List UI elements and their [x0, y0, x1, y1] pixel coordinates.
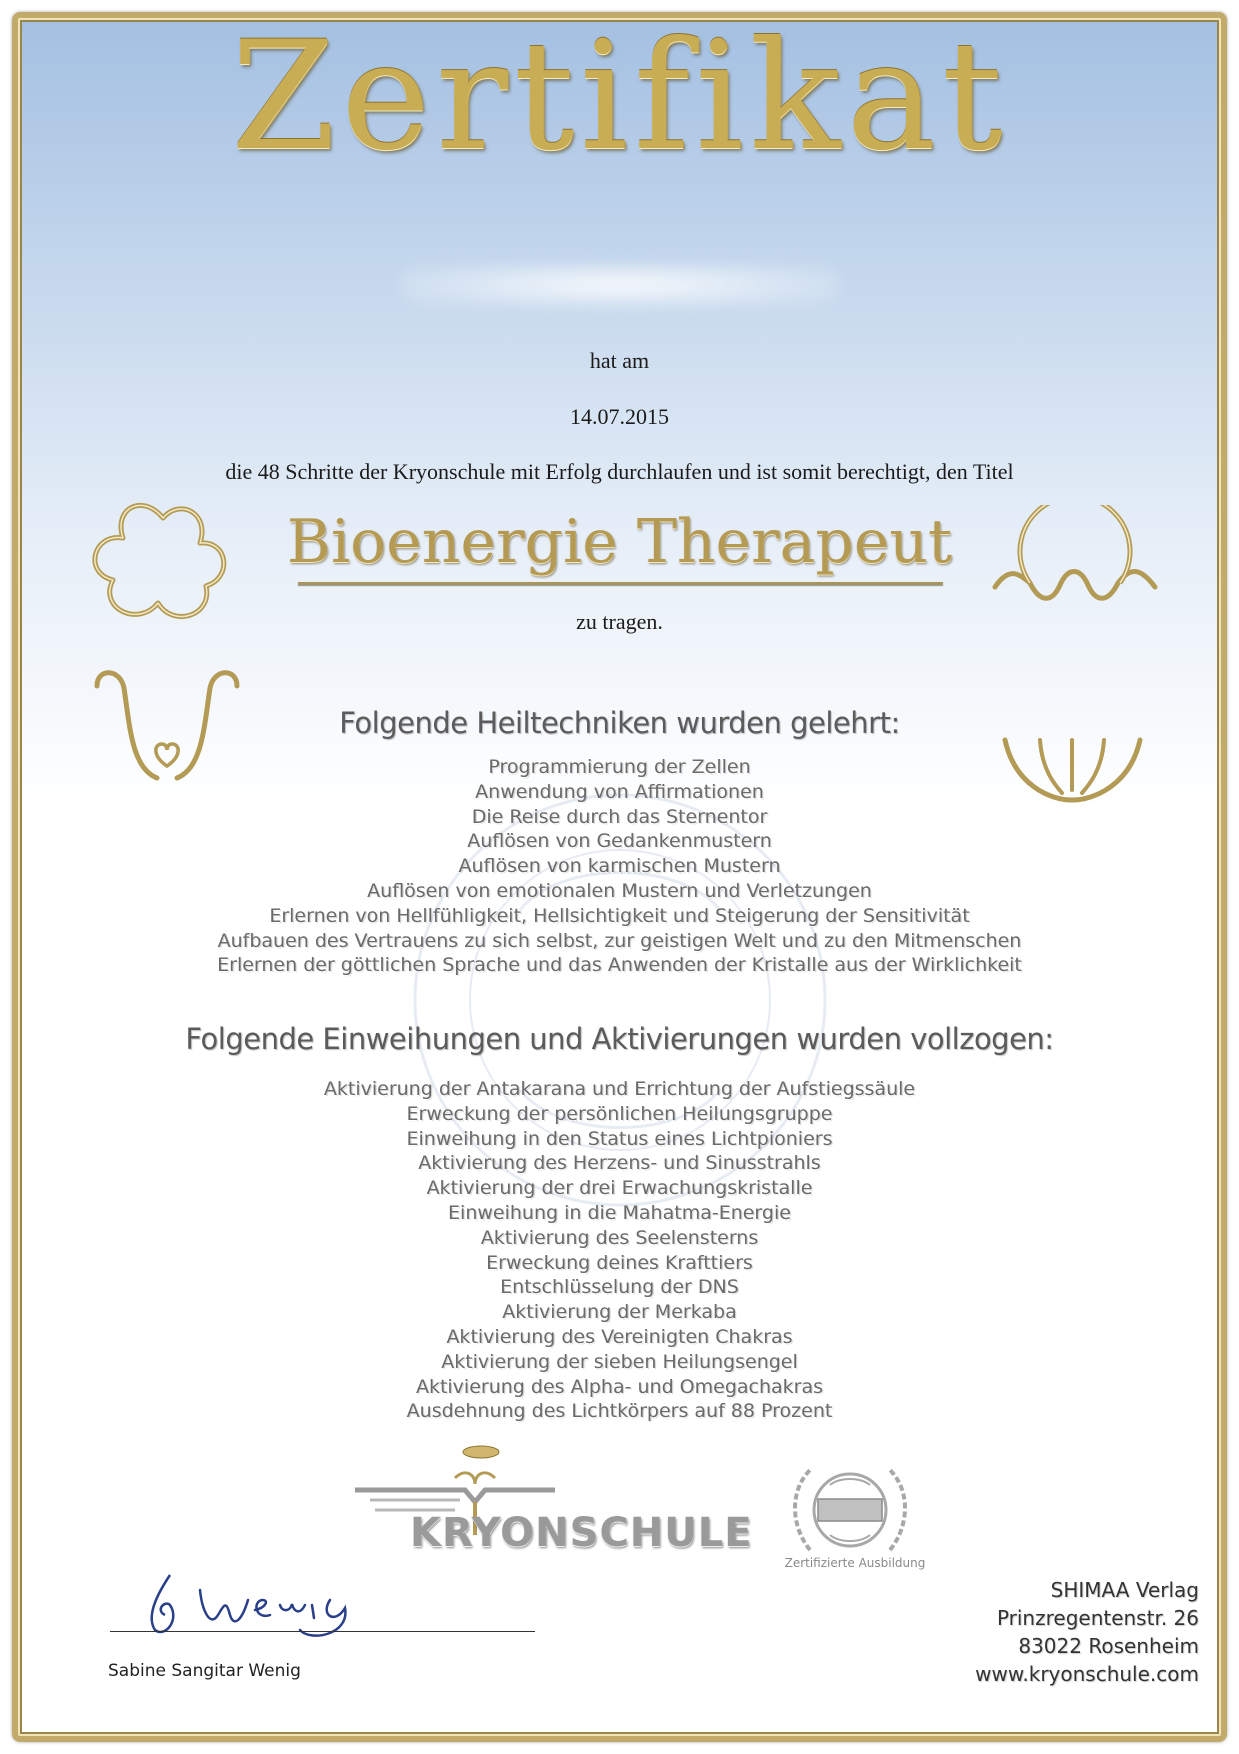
signature-line [110, 1631, 535, 1632]
seal-caption: Zertifizierte Ausbildung [784, 1556, 926, 1570]
initiations-heading: Folgende Einweihungen und Aktivierungen wurden vollzogen: [185, 1022, 1054, 1056]
list-item: Die Reise durch das Sternentor [471, 805, 768, 828]
degree-title: Bioenergie Therapeut [286, 507, 953, 577]
list-item: Auflösen von karmischen Mustern [458, 855, 781, 878]
quatrefoil-symbol-icon [88, 498, 238, 628]
initiations-list [0, 1077, 1239, 1424]
list-item: Aktivierung des Alpha- und Omegachakras [415, 1375, 824, 1398]
list-item: Erweckung deines Krafttiers [486, 1251, 753, 1274]
dmisp-seal-icon [790, 1455, 910, 1565]
kryonschule-logo-text: KRYONSCHULE [410, 1510, 753, 1556]
list-item: Aktivierung des Seelensterns [480, 1226, 759, 1249]
line-hat-am: hat am [589, 348, 650, 373]
degree-title-underline [298, 582, 943, 585]
circle-wave-symbol-icon [990, 505, 1160, 615]
publisher-name: SHIMAA Verlag [1050, 1578, 1199, 1602]
recipient-name-redacted [400, 262, 840, 308]
list-item: Aktivierung des Herzens- und Sinusstrahls [418, 1152, 821, 1175]
list-item: Auflösen von emotionalen Mustern und Verletzungen [367, 879, 872, 902]
certificate-date: 14.07.2015 [570, 404, 669, 429]
certificate-statement: die 48 Schritte der Kryonschule mit Erfolg durchlaufen und ist somit berechtigt, den Titel [225, 459, 1014, 484]
publisher-city: 83022 Rosenheim [1018, 1634, 1199, 1658]
list-item: Anwendung von Affirmationen [475, 780, 764, 803]
list-item: Aktivierung des Vereinigten Chakras [446, 1325, 793, 1348]
list-item: Erlernen von Hellfühligkeit, Hellsichtigkeit und Steigerung der Sensitivität [269, 904, 970, 927]
list-item: Erlernen der göttlichen Sprache und das Anwenden der Kristalle aus der Wirklichkeit [217, 954, 1022, 977]
list-item: Aktivierung der Antakarana und Errichtung der Aufstiegssäule [323, 1078, 916, 1100]
list-item: Auflösen von Gedankenmustern [467, 830, 772, 853]
publisher-street: Prinzregentenstr. 26 [996, 1606, 1199, 1630]
handwritten-signature-icon [140, 1560, 370, 1645]
list-item: Erweckung der persönlichen Heilungsgruppe [406, 1102, 833, 1125]
heal-techniques-heading: Folgende Heiltechniken wurden gelehrt: [339, 706, 900, 740]
publisher-address [975, 1576, 1199, 1688]
list-item: Aufbauen des Vertrauens zu sich selbst, zur geistigen Welt und zu den Mitmenschen [217, 929, 1022, 952]
list-item: Programmierung der Zellen [488, 756, 751, 778]
list-item: Aktivierung der sieben Heilungsengel [441, 1350, 798, 1373]
list-item: Aktivierung der Merkaba [502, 1301, 737, 1324]
list-item: Entschlüsselung der DNS [500, 1276, 739, 1299]
publisher-website: www.kryonschule.com [975, 1662, 1199, 1686]
list-item: Ausdehnung des Lichtkörpers auf 88 Prozent [406, 1400, 833, 1423]
certificate-title: Zertifikat [230, 10, 1009, 184]
heal-techniques-list [0, 755, 1239, 978]
signatory-name: Sabine Sangitar Wenig [108, 1661, 301, 1681]
list-item: Aktivierung der drei Erwachungskristalle [426, 1177, 813, 1200]
list-item: Einweihung in die Mahatma-Energie [448, 1201, 791, 1224]
list-item: Einweihung in den Status eines Lichtpioniers [406, 1127, 833, 1150]
line-zu-tragen: zu tragen. [576, 609, 663, 634]
